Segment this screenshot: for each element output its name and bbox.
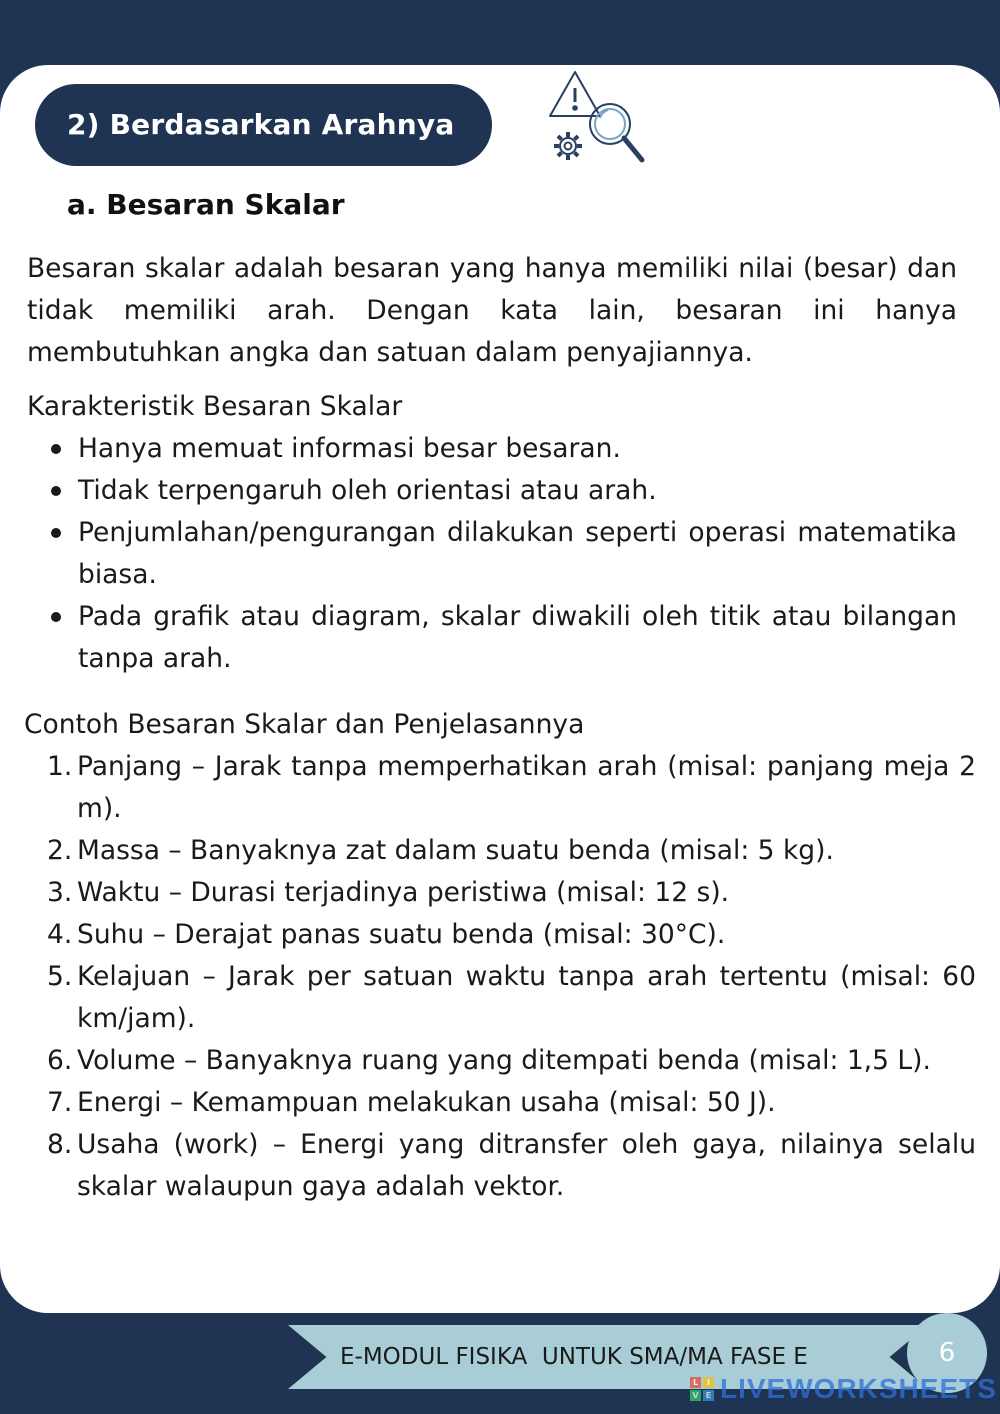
characteristics-title: Karakteristik Besaran Skalar bbox=[27, 391, 403, 422]
page-number: 6 bbox=[907, 1313, 987, 1393]
characteristic-item: Pada grafik atau diagram, skalar diwakili oleh titik atau bilangan tanpa arah. bbox=[78, 596, 957, 680]
logo-letter: L bbox=[690, 1377, 701, 1388]
example-number: 3. bbox=[47, 877, 73, 908]
example-item bbox=[47, 1082, 976, 1124]
example-text: Panjang – Jarak tanpa memperhatikan arah (misal: panjang meja 2 m). bbox=[77, 751, 976, 824]
intro-paragraph: Besaran skalar adalah besaran yang hanya memiliki nilai (besar) dan tidak memiliki arah. Dengan kata lain, besaran ini hanya membutuhkan angka dan satuan dalam penyajiannya. bbox=[27, 253, 957, 368]
examples-list bbox=[47, 746, 976, 1208]
examples-title: Contoh Besaran Skalar dan Penjelasannya bbox=[24, 709, 585, 740]
logo-letter: E bbox=[703, 1390, 714, 1401]
example-text: Usaha (work) – Energi yang ditransfer oleh gaya, nilainya selalu skalar walaupun gaya adalah vektor. bbox=[77, 1129, 976, 1202]
characteristics-list bbox=[78, 428, 957, 680]
liveworksheets-logo-icon bbox=[690, 1377, 714, 1401]
example-number: 8. bbox=[47, 1129, 73, 1160]
characteristic-item: Penjumlahan/pengurangan dilakukan seperti operasi matematika biasa. bbox=[78, 512, 957, 596]
example-text: Kelajuan – Jarak per satuan waktu tanpa arah tertentu (misal: 60 km/jam). bbox=[77, 961, 976, 1034]
characteristic-item: Hanya memuat informasi besar besaran. bbox=[78, 428, 957, 470]
logo-letter: I bbox=[703, 1377, 714, 1388]
example-item bbox=[47, 1124, 976, 1208]
example-number: 7. bbox=[47, 1087, 73, 1118]
example-text: Massa – Banyaknya zat dalam suatu benda (misal: 5 kg). bbox=[77, 835, 834, 866]
section-title-pill bbox=[35, 84, 492, 166]
example-text: Waktu – Durasi terjadinya peristiwa (misal: 12 s). bbox=[77, 877, 730, 908]
characteristic-item: Tidak terpengaruh oleh orientasi atau arah. bbox=[78, 470, 957, 512]
example-item bbox=[47, 872, 976, 914]
example-item bbox=[47, 914, 976, 956]
module-title: E-MODUL FISIKA UNTUK SMA/MA FASE E bbox=[340, 1344, 808, 1370]
example-text: Energi – Kemampuan melakukan usaha (misal: 50 J). bbox=[77, 1087, 776, 1118]
example-text: Volume – Banyaknya ruang yang ditempati benda (misal: 1,5 L). bbox=[77, 1045, 931, 1076]
example-item bbox=[47, 1040, 976, 1082]
liveworksheets-watermark bbox=[690, 1374, 997, 1404]
logo-letter: V bbox=[690, 1390, 701, 1401]
example-number: 4. bbox=[47, 919, 73, 950]
section-title: 2) Berdasarkan Arahnya bbox=[67, 108, 455, 141]
example-item bbox=[47, 830, 976, 872]
example-number: 1. bbox=[47, 751, 73, 782]
example-text: Suhu – Derajat panas suatu benda (misal: 30°C). bbox=[77, 919, 726, 950]
example-number: 5. bbox=[47, 961, 73, 992]
example-number: 2. bbox=[47, 835, 73, 866]
watermark-text: LIVEWORKSHEETS bbox=[720, 1373, 997, 1404]
example-number: 6. bbox=[47, 1045, 73, 1076]
subheading-besaran-skalar: a. Besaran Skalar bbox=[67, 188, 345, 221]
example-item bbox=[47, 746, 976, 830]
warning-magnifier-gear-icon bbox=[540, 66, 652, 170]
example-item bbox=[47, 956, 976, 1040]
